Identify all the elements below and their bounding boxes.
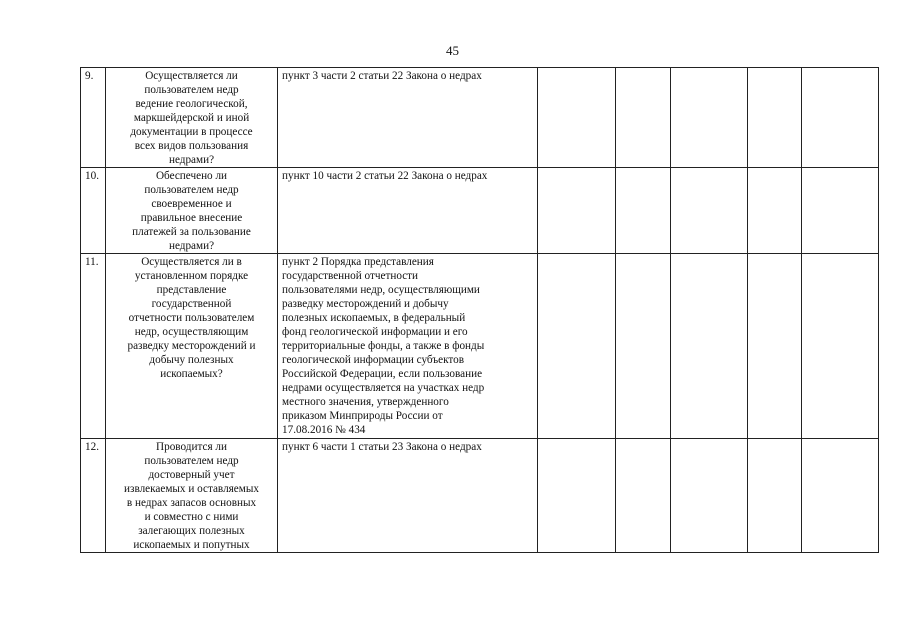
answer-cell-extra [748,168,802,254]
legal-reference-cell: пункт 10 части 2 статьи 22 Закона о недрах [278,168,538,254]
answer-cell-extra [748,254,802,439]
answer-cell-no [616,254,671,439]
legal-reference-cell: пункт 3 части 2 статьи 22 Закона о недрах [278,68,538,168]
row-number: 9. [81,68,106,168]
answer-cell-no [616,439,671,553]
question-cell: Проводится ли пользователем недр достоверный учет извлекаемых и оставляемых в недрах запасов основных и совместно с ними залегающих полезных ископаемых и попутных [106,439,278,553]
answer-cell-yes [538,68,616,168]
row-number: 11. [81,254,106,439]
answer-cell-na [671,254,748,439]
answer-cell-na [671,68,748,168]
legal-reference-cell: пункт 6 части 1 статьи 23 Закона о недрах [278,439,538,553]
notes-cell [802,439,879,553]
page-number: 45 [446,43,459,58]
answer-cell-yes [538,254,616,439]
table-row [81,168,879,254]
answer-cell-extra [748,68,802,168]
table-row [81,254,879,439]
table-row [81,439,879,553]
answer-cell-na [671,168,748,254]
legal-reference-cell: пункт 2 Порядка представления государственной отчетности пользователями недр, осуществляющими разведку месторождений и добычу полезных ископаемых, в федеральный фонд геологической информации и его территориальные фонды, а также в фонды геологической информации субъектов Российской Федерации, если пользование недрами осуществляется на участках недр местного значения, утвержденного приказом Минприроды России от 17.08.2016 № 434 [278,254,538,439]
notes-cell [802,168,879,254]
checklist-table [80,67,879,553]
answer-cell-extra [748,439,802,553]
notes-cell [802,254,879,439]
answer-cell-no [616,168,671,254]
row-number: 10. [81,168,106,254]
question-cell: Осуществляется ли в установленном порядке представление государственной отчетности пользователем недр, осуществляющим разведку месторождений и добычу полезных ископаемых? [106,254,278,439]
answer-cell-na [671,439,748,553]
answer-cell-yes [538,439,616,553]
answer-cell-no [616,68,671,168]
table-row [81,68,879,168]
question-cell: Осуществляется ли пользователем недр ведение геологической, маркшейдерской и иной документации в процессе всех видов пользования недрами? [106,68,278,168]
answer-cell-yes [538,168,616,254]
question-cell: Обеспечено ли пользователем недр своевременное и правильное внесение платежей за пользование недрами? [106,168,278,254]
notes-cell [802,68,879,168]
row-number: 12. [81,439,106,553]
